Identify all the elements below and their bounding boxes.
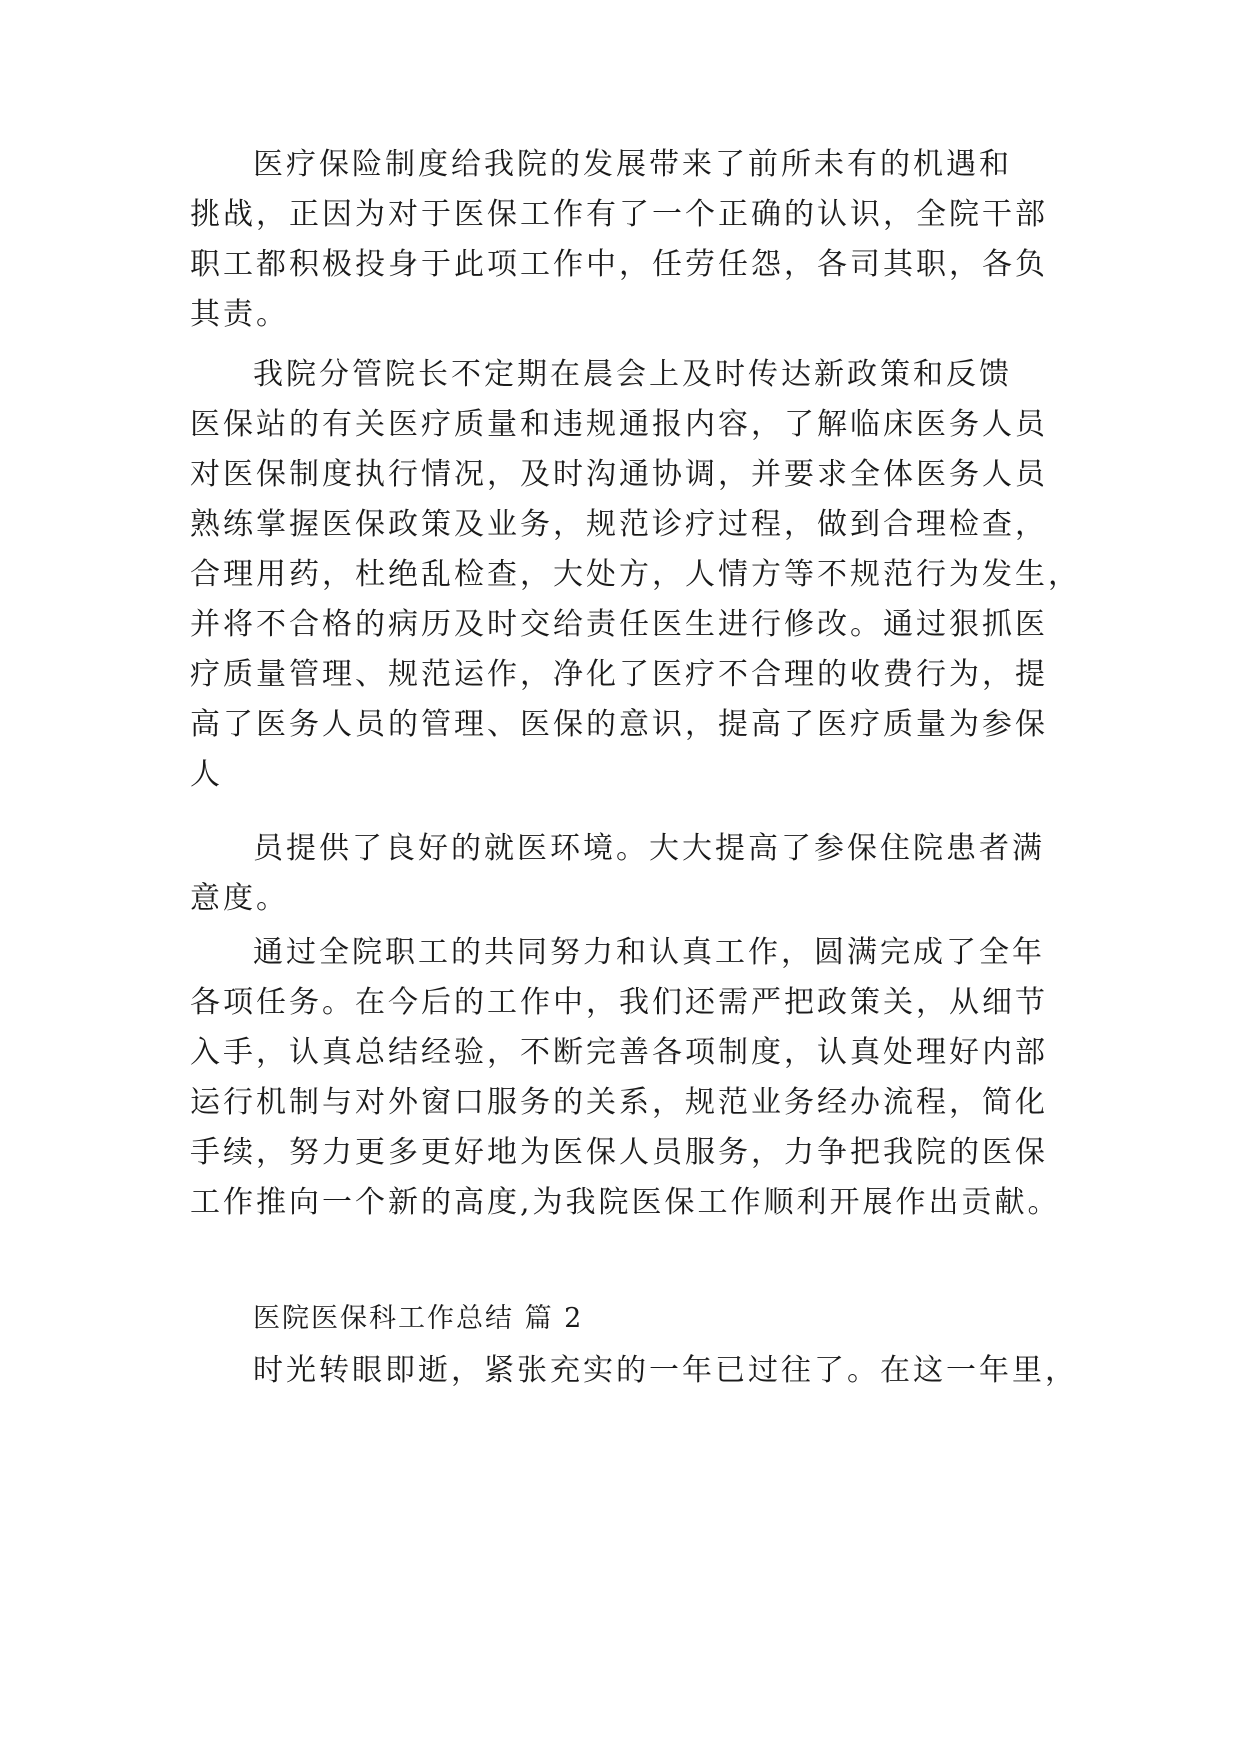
text-line: 对医保制度执行情况，及时沟通协调，并要求全体医务人员 (190, 457, 1048, 492)
text-line: 医保站的有关医疗质量和违规通报内容，了解临床医务人员 (190, 407, 1048, 442)
text-line: 医疗保险制度给我院的发展带来了前所未有的机遇和 (253, 147, 1012, 182)
text-line: 人 (190, 757, 223, 792)
paragraph-3 (190, 824, 1070, 924)
text-line: 我院分管院长不定期在晨会上及时传达新政策和反馈 (253, 357, 1012, 392)
text-line: 其责。 (190, 297, 289, 332)
text-line: 高了医务人员的管理、医保的意识，提高了医疗质量为参保 (190, 707, 1048, 742)
text-line: 手续，努力更多更好地为医保人员服务，力争把我院的医保 (190, 1135, 1048, 1170)
text-line: 职工都积极投身于此项工作中，任劳任怨，各司其职，各负 (190, 247, 1048, 282)
section-heading (190, 1294, 1070, 1344)
paragraph-2 (190, 350, 1081, 800)
text-line: 时光转眼即逝，紧张充实的一年已过往了。在这一年里， (253, 1353, 1078, 1388)
paragraph-1 (190, 140, 1070, 340)
paragraph-4 (190, 928, 1070, 1228)
text-line: 各项任务。在今后的工作中，我们还需严把政策关，从细节 (190, 985, 1048, 1020)
paragraph-5 (190, 1346, 1078, 1396)
text-line: 工作推向一个新的高度,为我院医保工作顺利开展作出贡献。 (190, 1185, 1061, 1220)
text-line: 运行机制与对外窗口服务的关系，规范业务经办流程，简化 (190, 1085, 1048, 1120)
text-line: 并将不合格的病历及时交给责任医生进行修改。通过狠抓医 (190, 607, 1048, 642)
text-line: 疗质量管理、规范运作，净化了医疗不合理的收费行为，提 (190, 657, 1048, 692)
section-heading-text: 医院医保科工作总结 篇 2 (253, 1303, 584, 1334)
text-line: 合理用药，杜绝乱检查，大处方，人情方等不规范行为发生， (190, 557, 1081, 592)
text-line: 入手，认真总结经验，不断完善各项制度，认真处理好内部 (190, 1035, 1048, 1070)
text-line: 意度。 (190, 881, 289, 916)
text-line: 熟练掌握医保政策及业务，规范诊疗过程，做到合理检查， (190, 507, 1048, 542)
text-line: 挑战，正因为对于医保工作有了一个正确的认识，全院干部 (190, 197, 1048, 232)
text-line: 通过全院职工的共同努力和认真工作，圆满完成了全年 (253, 935, 1045, 970)
text-line: 员提供了良好的就医环境。大大提高了参保住院患者满 (253, 831, 1045, 866)
